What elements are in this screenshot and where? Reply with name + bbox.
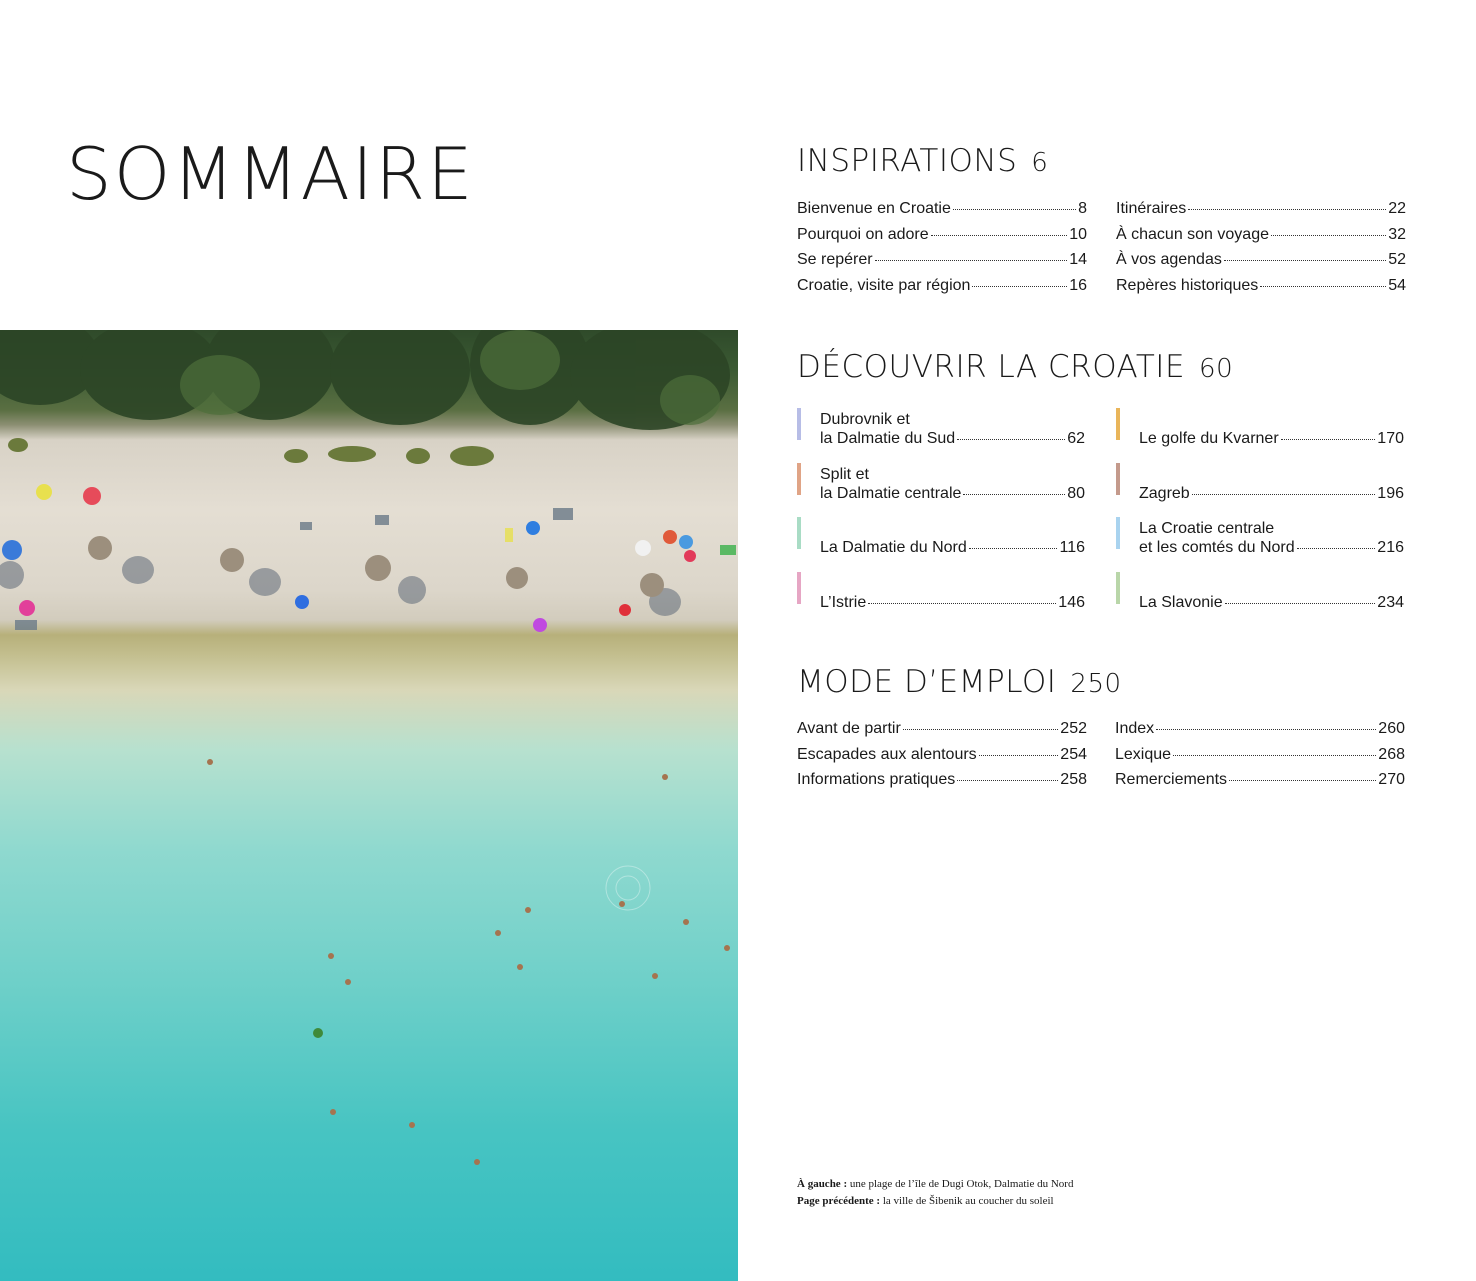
section-heading-decouvrir — [797, 349, 1233, 385]
toc-entry[interactable] — [1115, 770, 1405, 790]
region-label-line2: Le golfe du Kvarner — [1139, 430, 1279, 447]
section-title: INSPIRATIONS — [797, 143, 1018, 179]
leader-dots — [1192, 494, 1376, 495]
caption-label: À gauche : — [797, 1178, 848, 1190]
toc-entry[interactable] — [797, 199, 1087, 219]
toc-entry-label: Informations pratiques — [797, 771, 956, 788]
leader-dots — [1297, 548, 1376, 549]
toc-entry[interactable] — [797, 719, 1087, 739]
region-entry[interactable] — [1116, 572, 1404, 612]
toc-entry-page: 14 — [1069, 251, 1087, 268]
caption-label: Page précédente : — [797, 1195, 881, 1207]
leader-dots — [1260, 286, 1386, 287]
region-page: 116 — [1059, 539, 1085, 556]
region-label-line2: La Dalmatie du Nord — [820, 539, 967, 556]
leader-dots — [979, 755, 1059, 756]
leader-dots — [1173, 755, 1376, 756]
region-color-bar — [1116, 463, 1120, 495]
toc-entry[interactable] — [1115, 719, 1405, 739]
toc-entry[interactable] — [1116, 276, 1406, 296]
toc-entry-label: Repères historiques — [1116, 277, 1259, 294]
toc-entry[interactable] — [797, 770, 1087, 790]
section-page-number: 60 — [1199, 354, 1234, 384]
region-entry[interactable] — [1116, 408, 1404, 448]
leader-dots — [1188, 209, 1386, 210]
leader-dots — [1281, 439, 1376, 440]
leader-dots — [931, 235, 1068, 236]
leader-dots — [1156, 729, 1376, 730]
section-title: MODE D’EMPLOI — [797, 664, 1057, 700]
region-entry[interactable] — [797, 517, 1085, 557]
toc-entry[interactable] — [797, 250, 1087, 270]
toc-entry-label: Bienvenue en Croatie — [797, 200, 951, 217]
toc-entry[interactable] — [1116, 250, 1406, 270]
toc-entry[interactable] — [1116, 199, 1406, 219]
toc-entry-page: 8 — [1078, 200, 1087, 217]
photo-caption — [797, 1176, 1073, 1210]
region-color-bar — [1116, 572, 1120, 604]
leader-dots — [953, 209, 1076, 210]
toc-entry-label: À chacun son voyage — [1116, 226, 1269, 243]
leader-dots — [1271, 235, 1386, 236]
region-color-bar — [1116, 517, 1120, 549]
leader-dots — [957, 780, 1058, 781]
region-entry[interactable] — [797, 572, 1085, 612]
leader-dots — [1225, 603, 1376, 604]
region-page: 170 — [1377, 430, 1404, 447]
toc-entry[interactable] — [1116, 225, 1406, 245]
toc-entry-page: 258 — [1060, 771, 1087, 788]
region-label-line1: Split et — [820, 466, 869, 483]
section-heading-mode-emploi — [797, 664, 1122, 700]
region-entry[interactable] — [797, 463, 1085, 503]
leader-dots — [1224, 260, 1386, 261]
toc-entry-page: 22 — [1388, 200, 1406, 217]
region-entry[interactable] — [1116, 463, 1404, 503]
leader-dots — [957, 439, 1065, 440]
toc-entry-label: Itinéraires — [1116, 200, 1187, 217]
toc-entry[interactable] — [797, 745, 1087, 765]
region-label-line2: la Dalmatie du Sud — [820, 430, 956, 447]
region-page: 196 — [1377, 485, 1404, 502]
toc-entry-page: 270 — [1378, 771, 1405, 788]
region-page: 216 — [1377, 539, 1404, 556]
leader-dots — [972, 286, 1067, 287]
section-title: DÉCOUVRIR LA CROATIE — [797, 349, 1186, 385]
region-entry[interactable] — [797, 408, 1085, 448]
toc-entry-label: Escapades aux alentours — [797, 746, 977, 763]
leader-dots — [969, 548, 1058, 549]
region-page: 146 — [1058, 594, 1085, 611]
region-color-bar — [797, 517, 801, 549]
region-label-line2: la Dalmatie centrale — [820, 485, 962, 502]
toc-entry[interactable] — [1115, 745, 1405, 765]
toc-entry-label: Remerciements — [1115, 771, 1228, 788]
toc-entry-page: 32 — [1388, 226, 1406, 243]
toc-entry-label: Avant de partir — [797, 720, 901, 737]
region-label-line1: Dubrovnik et — [820, 411, 910, 428]
region-page: 234 — [1377, 594, 1404, 611]
leader-dots — [1229, 780, 1376, 781]
leader-dots — [903, 729, 1059, 730]
caption-text: une plage de l’île de Dugi Otok, Dalmatie du Nord — [847, 1178, 1074, 1190]
toc-entry-page: 268 — [1378, 746, 1405, 763]
toc-entry-label: Pourquoi on adore — [797, 226, 929, 243]
section-heading-inspirations — [797, 143, 1048, 179]
beach-illustration — [0, 330, 738, 1281]
toc-entry-label: Se repérer — [797, 251, 873, 268]
leader-dots — [875, 260, 1068, 261]
section-page-number: 250 — [1070, 669, 1122, 699]
toc-entry-label: Index — [1115, 720, 1155, 737]
region-entry[interactable] — [1116, 517, 1404, 557]
toc-entry[interactable] — [797, 225, 1087, 245]
toc-entry-label: À vos agendas — [1116, 251, 1222, 268]
region-color-bar — [797, 572, 801, 604]
toc-entry[interactable] — [797, 276, 1087, 296]
caption-text: la ville de Šibenik au coucher du soleil — [880, 1195, 1054, 1207]
beach-aerial-photo — [0, 330, 738, 1281]
toc-entry-page: 54 — [1388, 277, 1406, 294]
leader-dots — [963, 494, 1065, 495]
toc-entry-page: 260 — [1378, 720, 1405, 737]
toc-entry-page: 252 — [1060, 720, 1087, 737]
region-label-line1: La Croatie centrale — [1139, 520, 1275, 537]
region-color-bar — [797, 408, 801, 440]
toc-entry-page: 16 — [1069, 277, 1087, 294]
region-page: 80 — [1067, 485, 1085, 502]
region-label-line2: et les comtés du Nord — [1139, 539, 1295, 556]
toc-entry-page: 254 — [1060, 746, 1087, 763]
toc-entry-page: 10 — [1069, 226, 1087, 243]
toc-entry-label: Lexique — [1115, 746, 1172, 763]
region-label-line2: La Slavonie — [1139, 594, 1223, 611]
leader-dots — [868, 603, 1056, 604]
section-page-number: 6 — [1031, 148, 1049, 178]
toc-entry-label: Croatie, visite par région — [797, 277, 971, 294]
region-label-line2: Zagreb — [1139, 485, 1190, 502]
region-label-line2: L’Istrie — [820, 594, 867, 611]
region-page: 62 — [1067, 430, 1085, 447]
region-color-bar — [797, 463, 801, 495]
region-color-bar — [1116, 408, 1120, 440]
page-title: SOMMAIRE — [66, 132, 475, 216]
toc-entry-page: 52 — [1388, 251, 1406, 268]
